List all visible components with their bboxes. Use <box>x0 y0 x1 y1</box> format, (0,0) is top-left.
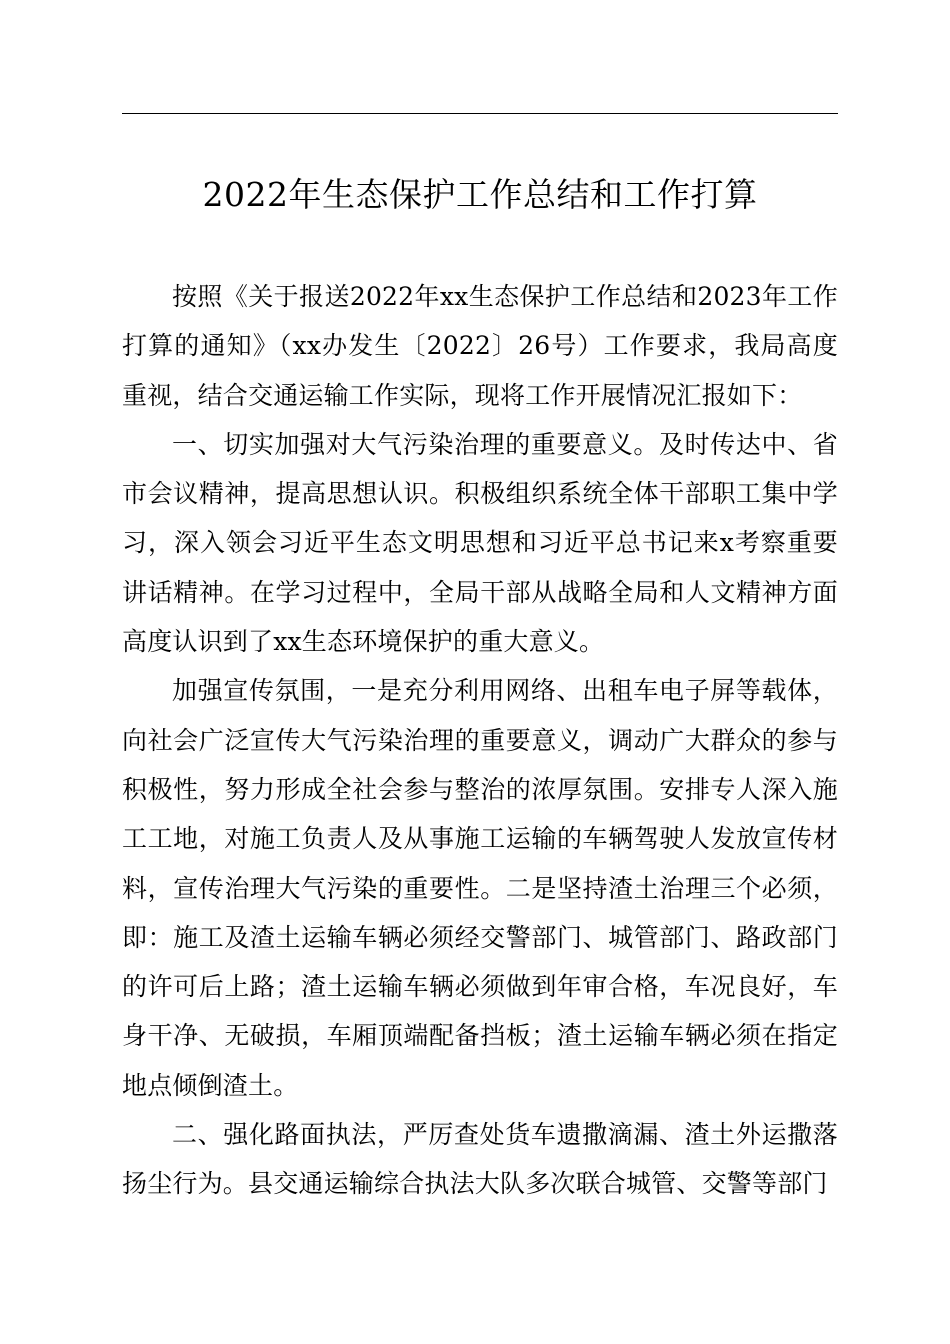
paragraph-section-two: 二、强化路面执法，严厉查处货车遗撒滴漏、渣土外运撒落扬尘行为。县交通运输综合执法大队多次联合城管、交警等部门 <box>122 1120 838 1199</box>
paragraph-publicity: 加强宣传氛围，一是充分利用网络、出租车电子屏等载体，向社会广泛宣传大气污染治理的重要意义，调动广大群众的参与积极性，努力形成全社会参与整治的浓厚氛围。安排专人深入施工工地，对施工负责人及从事施工运输的车辆驾驶人发放宣传材料，宣传治理大气污染的重要性。二是坚持渣土治理三个必须，即：施工及渣土运输车辆必须经交警部门、城管部门、路政部门的许可后上路；渣土运输车辆必须做到年审合格，车况良好，车身干净、无破损，车厢顶端配备挡板；渣土运输车辆必须在指定地点倾倒渣土。 <box>122 676 838 1100</box>
paragraph-section-one: 一、切实加强对大气污染治理的重要意义。及时传达中、省市会议精神，提高思想认识。积极组织系统全体干部职工集中学习，深入领会习近平生态文明思想和习近平总书记来x考察重要讲话精神。在学习过程中，全局干部从战略全局和人文精神方面高度认识到了xx生态环境保护的重大意义。 <box>122 429 838 657</box>
header-rule <box>122 113 838 114</box>
document-body <box>122 272 838 1209</box>
paragraph-intro: 按照《关于报送2022年xx生态保护工作总结和2023年工作打算的通知》（xx办发生〔2022〕26号）工作要求，我局高度重视，结合交通运输工作实际，现将工作开展情况汇报如下： <box>122 282 838 410</box>
document-title: 2022年生态保护工作总结和工作打算 <box>202 175 758 214</box>
